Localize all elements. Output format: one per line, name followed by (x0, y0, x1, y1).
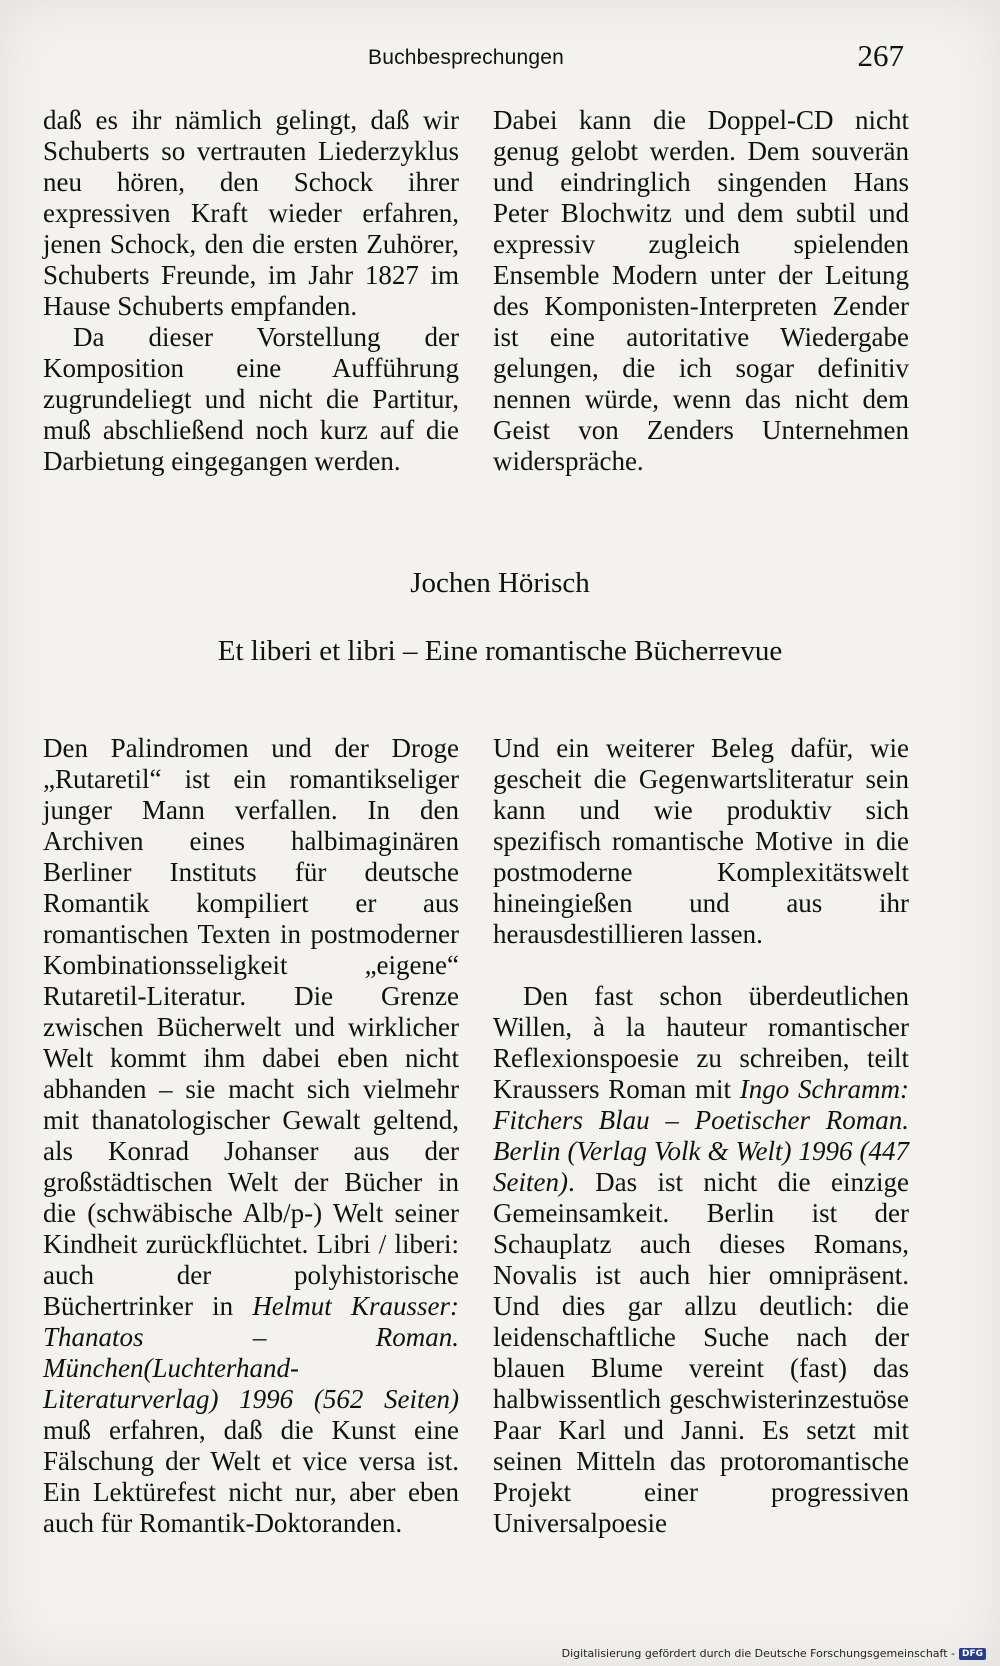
review-author: Jochen Hörisch (410, 567, 590, 599)
digitization-footer (562, 1647, 986, 1660)
paragraph-text: Den Palindromen und der Droge „Rutaretil“ ist ein romantikseliger junger Mann verfallen. In den Archiven eines halbimaginären Berliner Instituts für deutsche Romantik kompiliert er aus romantischen Texten in postmoderner Kombinationsseligkeit „eigene“ Rutaretil-Literatur. Die Grenze zwischen Bücherwelt und wirklicher Welt kommt ihm dabei eben nicht abhanden – sie macht sich vielmehr mit thanatologischer Gewalt geltend, als Konrad Johanser aus der großstädtischen Welt der Bücher in die (schwäbische Alb/p-) Welt seiner Kindheit zurückflüchtet. Libri / liberi: auch der polyhistorische Büchertrinker in (43, 733, 459, 1321)
review2-right-paragraph-1: Und ein weiterer Beleg dafür, wie gescheit die Gegenwartsliteratur sein kann und wie produktiv sich spezifisch romantische Motive in die postmoderne Komplexitätswelt hineingießen und aus ihr herausdestillieren lassen. (493, 733, 909, 949)
paragraph-text: Den fast schon überdeutlichen Willen, à la hauteur romantischer Reflexionspoesie zu schreiben, teilt Kraussers Roman mit (493, 981, 909, 1104)
book-citation: Ingo Schramm: Fitchers Blau – Poetischer Roman. Berlin (Verlag Volk & Welt) 1996 (447 Seiten) (493, 1074, 909, 1197)
review2-right-paragraph-2 (493, 981, 909, 1539)
review1-right-column (493, 105, 909, 477)
review2-left-column (43, 733, 459, 1539)
review1-left-paragraph-2: Da dieser Vorstellung der Komposition eine Aufführung zugrundeliegt und nicht die Partitur, muß abschließend noch kurz auf die Darbietung eingegangen werden. (43, 322, 459, 476)
paragraph-text: . Das ist nicht die einzige Gemeinsamkeit. Berlin ist der Schauplatz auch dieses Romans, Novalis ist auch hier omnipräsent. Und dies gar allzu deutlich: die leidenschaftliche Suche nach der blauen Blume vereint (fast) das halbwissentlich geschwisterinzestuöse Paar Karl und Janni. Es setzt mit seinen Mitteln das protoromantische Projekt einer progressiven Universalpoesie (493, 1167, 909, 1538)
review1-left-paragraph-1: daß es ihr nämlich gelingt, daß wir Schuberts so vertrauten Liederzyklus neu hören, den Schock ihrer expressiven Kraft wieder erfahren, jenen Schock, den die ersten Zuhörer, Schuberts Freunde, im Jahr 1827 im Hause Schuberts empfanden. (43, 105, 459, 321)
review2-right-column (493, 733, 909, 1539)
paragraph-text: muß erfahren, daß die Kunst eine Fälschung der Welt et vice versa ist. Ein Lektürefest nicht nur, aber eben auch für Romantik-Doktoranden. (43, 1415, 459, 1538)
page-number: 267 (857, 38, 904, 73)
dfg-logo: DFG (959, 1648, 986, 1660)
review2-left-paragraph-1 (43, 733, 459, 1539)
review1-left-column (43, 105, 459, 477)
review1-right-paragraph-1: Dabei kann die Doppel-CD nicht genug gelobt werden. Dem souverän und eindringlich singenden Hans Peter Blochwitz und dem subtil und expressiv zugleich spielenden Ensemble Modern unter der Leitung des Komponisten-Interpreten Zender ist eine autoritative Wiedergabe gelungen, die ich sogar definitiv nennen würde, wenn das nicht dem Geist von Zenders Unternehmen widerspräche. (493, 105, 909, 476)
footer-text: Digitalisierung gefördert durch die Deutsche Forschungsgemeinschaft - (561, 1647, 955, 1660)
running-head: Buchbesprechungen (368, 46, 565, 69)
review-title: Et liberi et libri – Eine romantische Bücherrevue (217, 635, 783, 667)
book-citation: Helmut Krausser: Thanatos – Roman. München(Luchterhand-Literaturverlag) 1996 (562 Seiten) (43, 1291, 459, 1414)
